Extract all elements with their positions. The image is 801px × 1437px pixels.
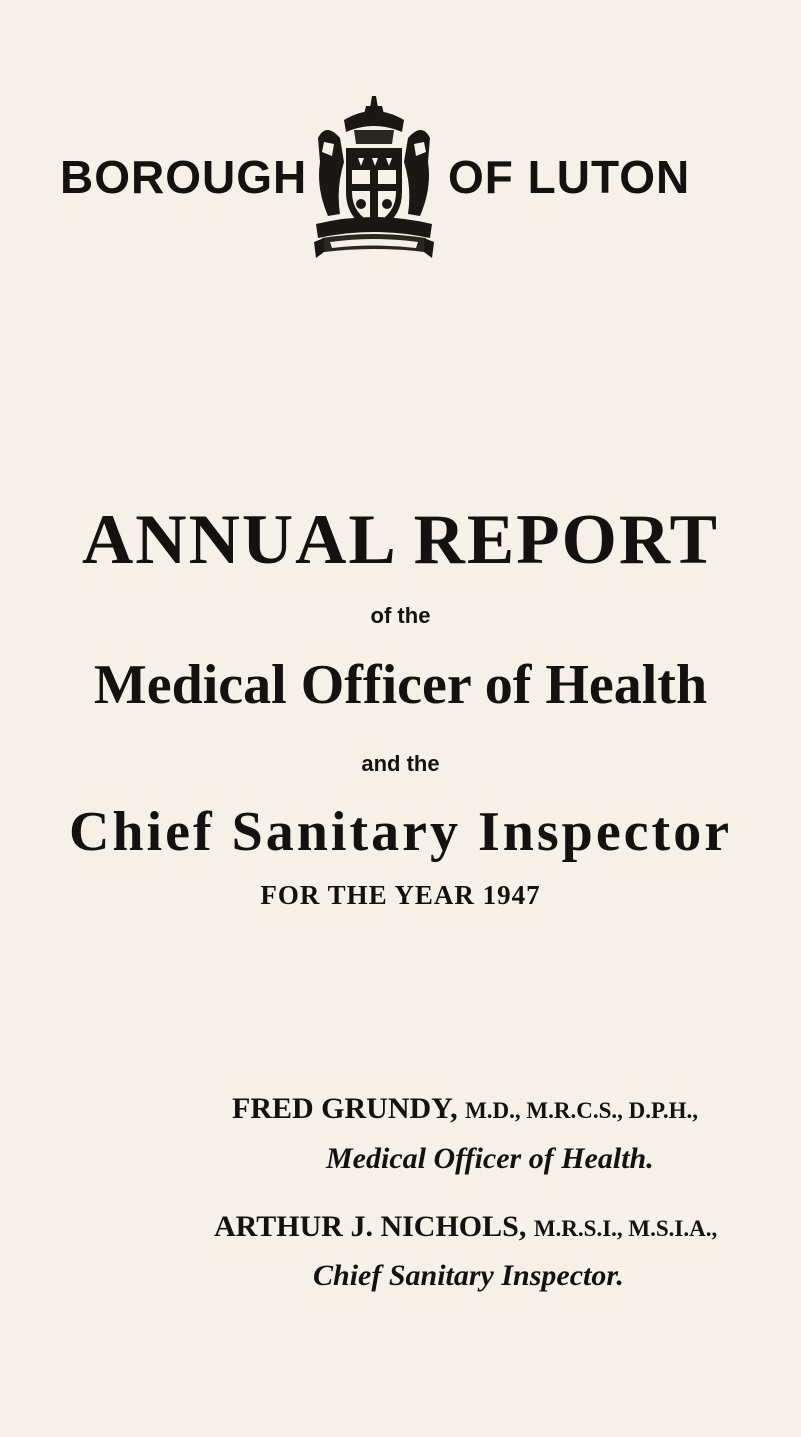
signatory-grundy: [232, 1092, 698, 1126]
inspector-heading: Chief Sanitary Inspector: [68, 801, 733, 863]
borough-coat-of-arms-icon: [310, 92, 438, 267]
report-title: ANNUAL REPORT: [82, 501, 719, 579]
header-borough: BOROUGH: [60, 151, 308, 203]
signatory-role: Chief Sanitary Inspector.: [313, 1259, 624, 1292]
signatory-name: ARTHUR J. NICHOLS,: [214, 1210, 527, 1243]
connector-of-the: of the: [370, 603, 431, 628]
signatory-credentials: M.R.S.I., M.S.I.A.,: [533, 1216, 718, 1241]
connector-and-the: and the: [361, 751, 440, 776]
signatory-name: FRED GRUNDY,: [232, 1092, 458, 1125]
signatory-role: Medical Officer of Health.: [326, 1142, 654, 1175]
officer-heading: Medical Officer of Health: [93, 654, 708, 716]
signatory-credentials: M.D., M.R.C.S., D.P.H.,: [465, 1098, 699, 1123]
year-line: FOR THE YEAR 1947: [260, 880, 541, 910]
header-of-luton: OF LUTON: [448, 151, 691, 203]
signatory-nichols: [214, 1210, 717, 1244]
